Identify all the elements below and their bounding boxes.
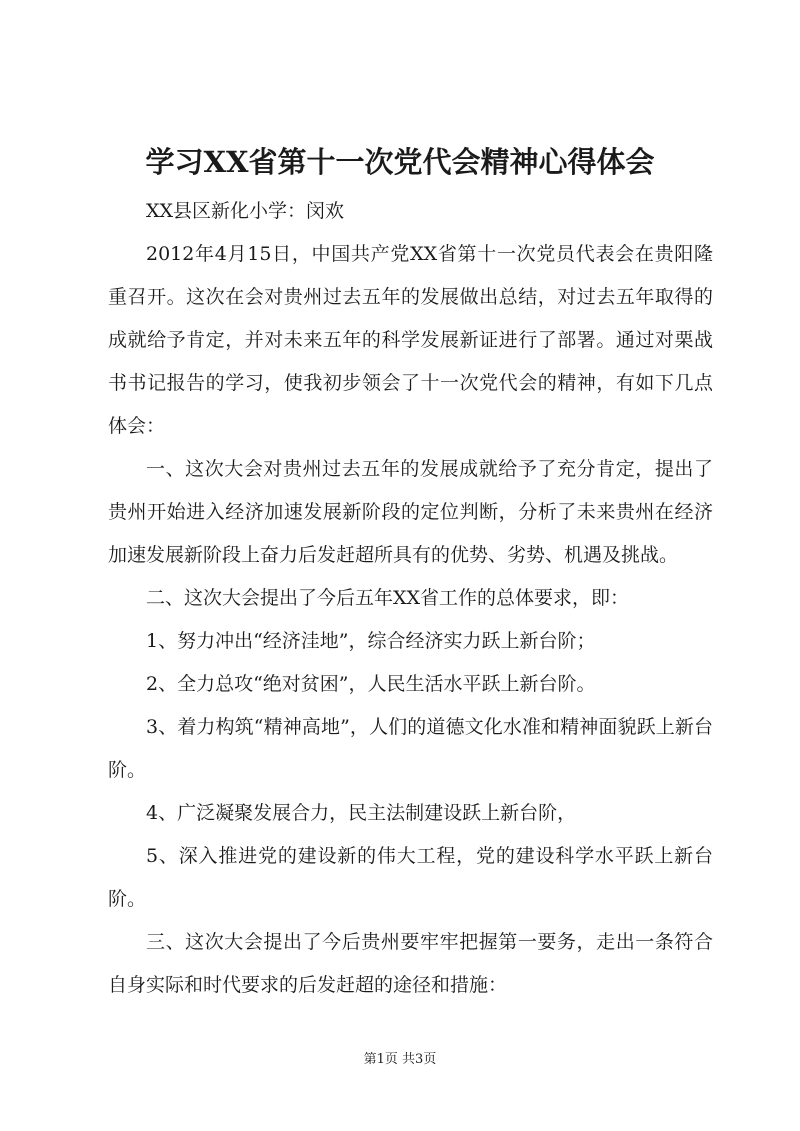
author-line: XX县区新化小学：闵欢 [146,200,345,222]
paragraph: 二、这次大会提出了今后五年XX省工作的总体要求，即： [146,587,630,609]
paragraph: 2012年4月15日，中国共产党XX省第十一次党员代表会在贵阳隆重召开。这次在会对贵州过去五年的发展做出总结，对过去五年取得的成就给予肯定，并对未来五年的科学发展新证进行了部署。通过对栗战书书记报告的学习，使我初步领会了十一次党代会的精神，有如下几点体会： [108,243,713,437]
paragraph: 一、这次大会对贵州过去五年的发展成就给予了充分肯定，提出了贵州开始进入经济加速发展新阶段的定位判断，分析了未来贵州在经济加速发展新阶段上奋力后发赶超所具有的优势、劣势、机遇及挑战。 [108,458,713,566]
page-indicator: 第1页 共3页 [363,1052,437,1067]
page-footer [0,1050,800,1070]
paragraph: 4、广泛凝聚发展合力，民主法制建设跃上新台阶， [146,802,577,824]
paragraph: 三、这次大会提出了今后贵州要牢牢把握第一要务，走出一条符合自身实际和时代要求的后发赶超的途径和措施： [108,931,713,996]
paragraph: 2、全力总攻“绝对贫困”，人民生活水平跃上新台阶。 [146,673,596,695]
paragraph: 3、着力构筑“精神高地”，人们的道德文化水准和精神面貌跃上新台阶。 [108,716,713,781]
document-body [108,190,713,1007]
paragraph: 1、努力冲出“经济洼地”，综合经济实力跃上新台阶； [146,630,596,652]
document-title: 学习XX省第十一次党代会精神心得体会 [145,145,655,179]
paragraph: 5、深入推进党的建设新的伟大工程，党的建设科学水平跃上新台阶。 [108,845,713,910]
